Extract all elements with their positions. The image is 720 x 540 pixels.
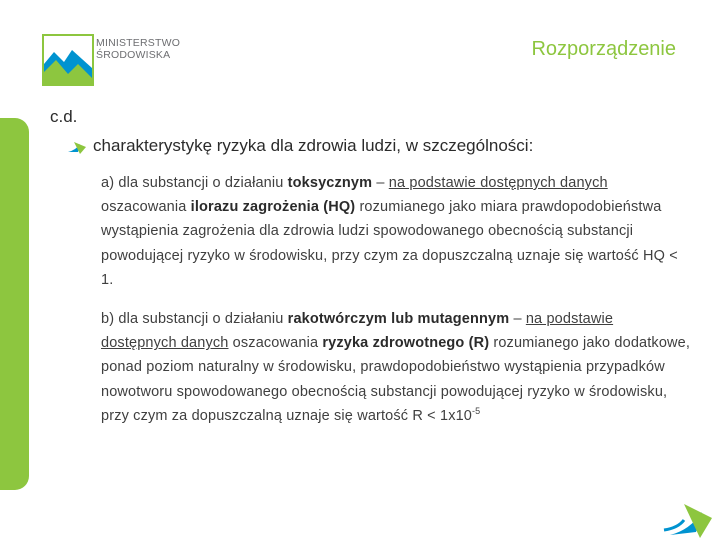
paragraph-b	[101, 307, 691, 428]
para-a-text-2: oszacowania	[101, 199, 191, 216]
page-title: Rozporządzenie	[531, 38, 676, 60]
para-b-text-3: rozumianego jako dodatkowe, ponad poziom naturalny w środowisku, prawdopodobieństwo wystąpienia przypadków nowotworu spowodowanego obecnością substancji powodującej ryzyko w środowisku, przy czym za dopuszczalną uznaje się wartość R < 1x10	[101, 335, 691, 424]
para-a-dash: –	[372, 175, 389, 191]
para-a-bold-2: ilorazu zagrożenia (HQ)	[190, 199, 356, 216]
logo-text	[96, 37, 180, 61]
left-accent-bar	[0, 118, 29, 490]
para-b-underline: na podstawie dostępnych danych	[101, 311, 614, 352]
para-b-dash: –	[509, 311, 526, 327]
para-b-text-1: b) dla substancji o działaniu	[101, 311, 288, 327]
logo-line-1: MINISTERSTWO	[96, 37, 181, 49]
para-a-text-1: a) dla substancji o działaniu	[101, 175, 288, 191]
arrow-bullet-icon	[66, 138, 88, 156]
lead-heading	[93, 136, 533, 156]
lead-colon: :	[528, 136, 534, 155]
logo-line-2: ŚRODOWISKA	[96, 49, 171, 61]
corner-logo-icon	[650, 490, 720, 540]
para-b-bold-2: ryzyka zdrowotnego (R)	[322, 335, 490, 352]
paragraph-a	[101, 171, 691, 292]
continuation-label: c.d.	[50, 107, 78, 126]
para-a-text-3: rozumianego jako miara prawdopodobieństwa wystąpienia zagrożenia dla zdrowia ludzi spowodowanego obecnością substancji powodującej ryzyko w środowisku, przy czym za dopuszczalną uznaje się wartość HQ < 1.	[101, 199, 678, 288]
para-b-text-2: oszacowania	[228, 335, 323, 352]
para-b-superscript: -5	[472, 405, 481, 416]
para-b-bold-1: rakotwórczym lub mutagennym	[287, 311, 510, 327]
para-a-bold-1: toksycznym	[287, 175, 373, 191]
para-a-underline: na podstawie dostępnych danych	[388, 175, 608, 191]
lead-text: charakterystykę ryzyka dla zdrowia ludzi, w szczególności	[93, 136, 529, 155]
